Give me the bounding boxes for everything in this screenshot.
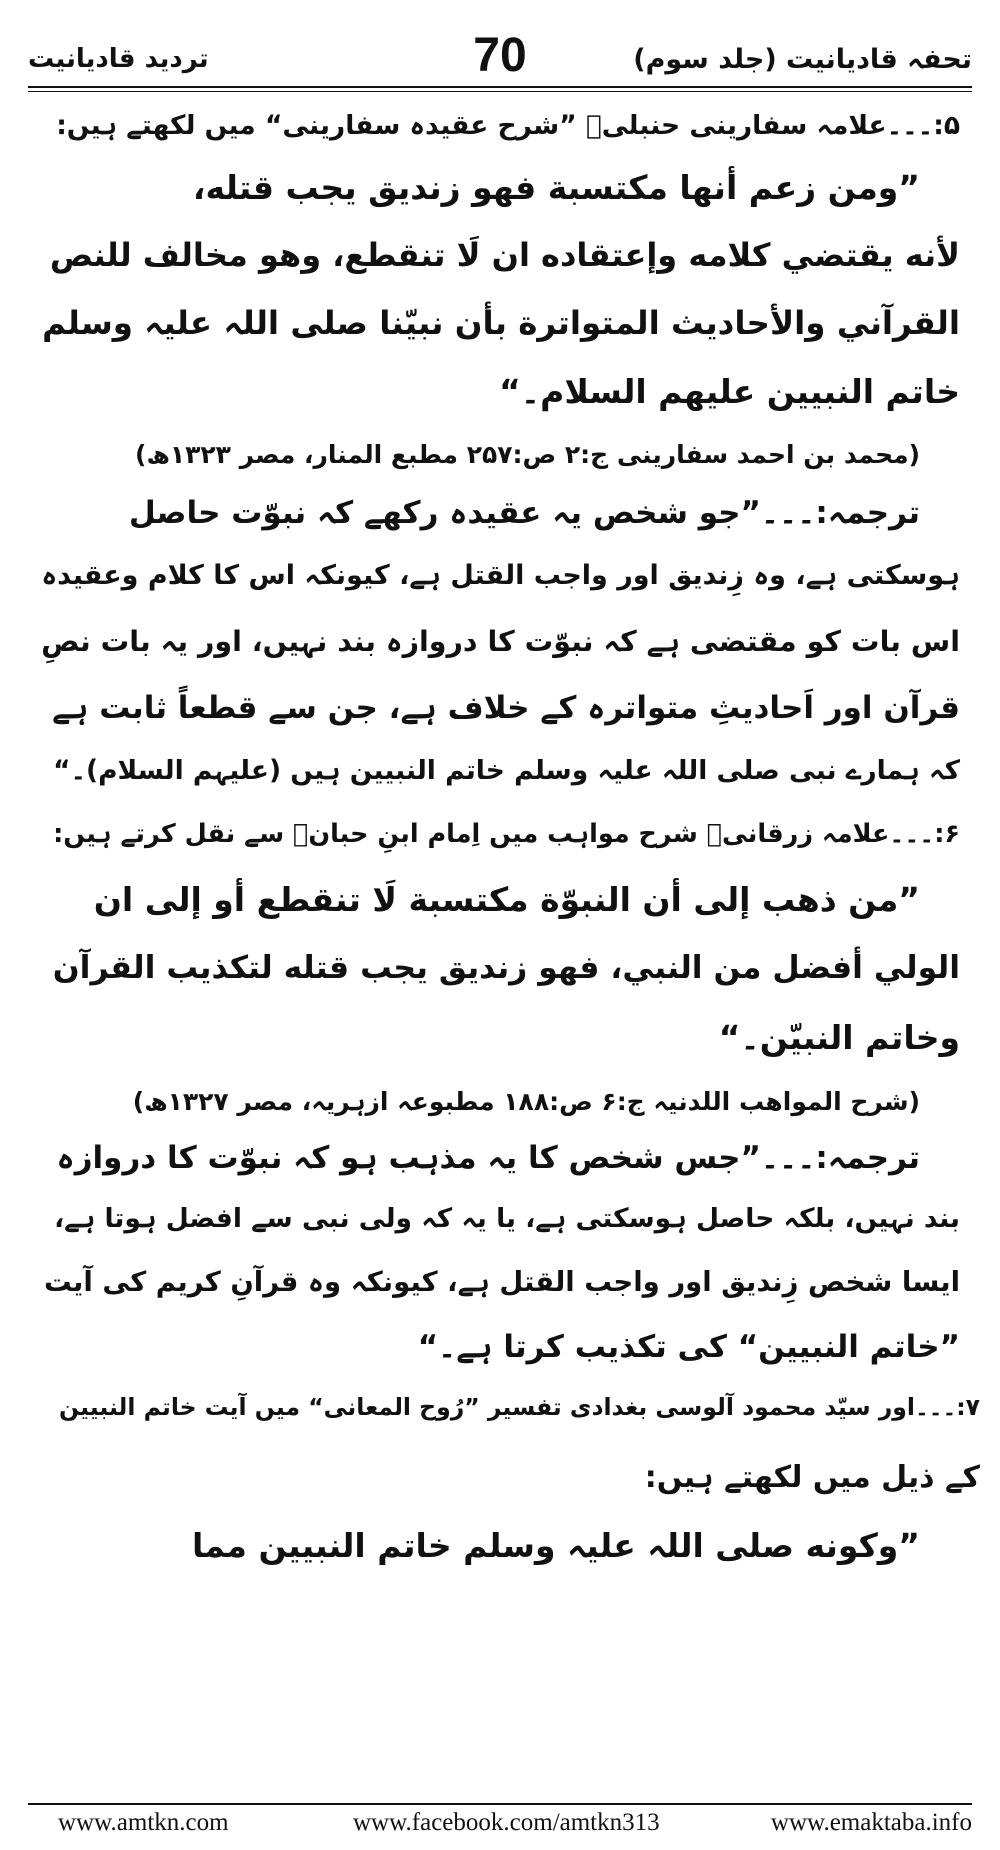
series-title: تردید قادیانیت — [28, 44, 209, 74]
text-line: لأنه يقتضي كلامه وإعتقاده ان لَا تنقطع، وهو مخالف للنص — [49, 236, 960, 274]
text-line: ۷:۔۔۔اور سیّد محمود آلوسی بغدادی تفسیر ”رُوح المعانی“ میں آیت خاتم النبیین — [59, 1393, 980, 1421]
text-line: وخاتم النبيّن۔“ — [718, 1018, 960, 1057]
reference-line: (محمد بن احمد سفارینی ج:۲ ص:۲۵۷ مطبع المنار، مصر ۱۳۲۳ھ) — [135, 440, 920, 469]
text-line: کہ ہمارے نبی صلی اللہ علیہ وسلم خاتم النبیین ہیں (علیہم السلام)۔“ — [53, 755, 960, 786]
text-line: ”من ذهب إلى أن النبوّة مكتسبة لَا تنقطع أو إلى ان — [93, 880, 920, 919]
text-line: ترجمہ:۔۔۔”جو شخص یہ عقیدہ رکھے کہ نبوّت حاصل — [128, 495, 920, 531]
text-line: ایسا شخص زِندیق اور واجب القتل ہے، کیونکہ وہ قرآنِ کریم کی آیت — [43, 1266, 960, 1298]
text-line: ۵:۔۔۔علامہ سفارینی حنبلیؒ ”شرح عقیدہ سفارینی“ میں لکھتے ہیں: — [56, 110, 960, 141]
text-line: الولي أفضل من النبي، فهو زنديق يجب قتله لتكذيب القرآن — [52, 950, 960, 986]
text-line: ترجمہ:۔۔۔”جس شخص کا یہ مذہب ہو کہ نبوّت کا دروازہ — [56, 1140, 920, 1176]
footer-link-emaktaba[interactable]: www.emaktaba.info — [770, 1809, 972, 1836]
text-line: القرآني والأحاديث المتواترة بأن نبيّنا صلی اللہ علیہ وسلم — [42, 304, 960, 342]
text-line: خاتم النبيين عليهم السلام۔“ — [499, 372, 960, 411]
footer-link-amtkn[interactable]: www.amtkn.com — [58, 1809, 229, 1836]
footer-rule — [28, 1803, 972, 1805]
text-line: کے ذیل میں لکھتے ہیں: — [644, 1460, 980, 1495]
page-footer — [28, 1809, 972, 1843]
footer-link-facebook[interactable]: www.facebook.com/amtkn313 — [353, 1809, 660, 1836]
book-title: تحفہ قادیانیت (جلد سوم) — [633, 44, 972, 75]
text-line: ”وكونه صلی اللہ علیہ وسلم خاتم النبيين مما — [192, 1526, 920, 1565]
text-line: ہوسکتی ہے، وہ زِندیق اور واجب القتل ہے، کیونکہ اس کا کلام وعقیدہ — [41, 560, 960, 591]
text-line: ”خاتم النبیین“ کی تکذیب کرتا ہے۔“ — [417, 1329, 960, 1365]
header-rule-thin — [28, 91, 972, 92]
text-line: بند نہیں، بلکہ حاصل ہوسکتی ہے، یا یہ کہ ولی نبی سے افضل ہوتا ہے، — [54, 1203, 960, 1234]
text-line: قرآن اور اَحادیثِ متواترہ کے خلاف ہے، جن سے قطعاً ثابت ہے — [52, 690, 960, 726]
text-line: اس بات کو مقتضی ہے کہ نبوّت کا دروازہ بند نہیں، اور یہ بات نصِ — [41, 625, 960, 658]
text-line: ۶:۔۔۔علامہ زرقانیؒ شرح مواہب میں اِمام ابنِ حبانؒ سے نقل کرتے ہیں: — [53, 819, 960, 849]
header-rule — [28, 86, 972, 88]
reference-line: (شرح المواهب اللدنیہ ج:۶ ص:۱۸۸ مطبوعہ ازہریہ، مصر ۱۳۲۷ھ) — [132, 1087, 920, 1116]
page-number: 70 — [473, 29, 527, 82]
page-header — [28, 28, 972, 90]
text-line: ”ومن زعم أنها مكتسبة فهو زنديق يجب قتله، — [192, 168, 920, 207]
